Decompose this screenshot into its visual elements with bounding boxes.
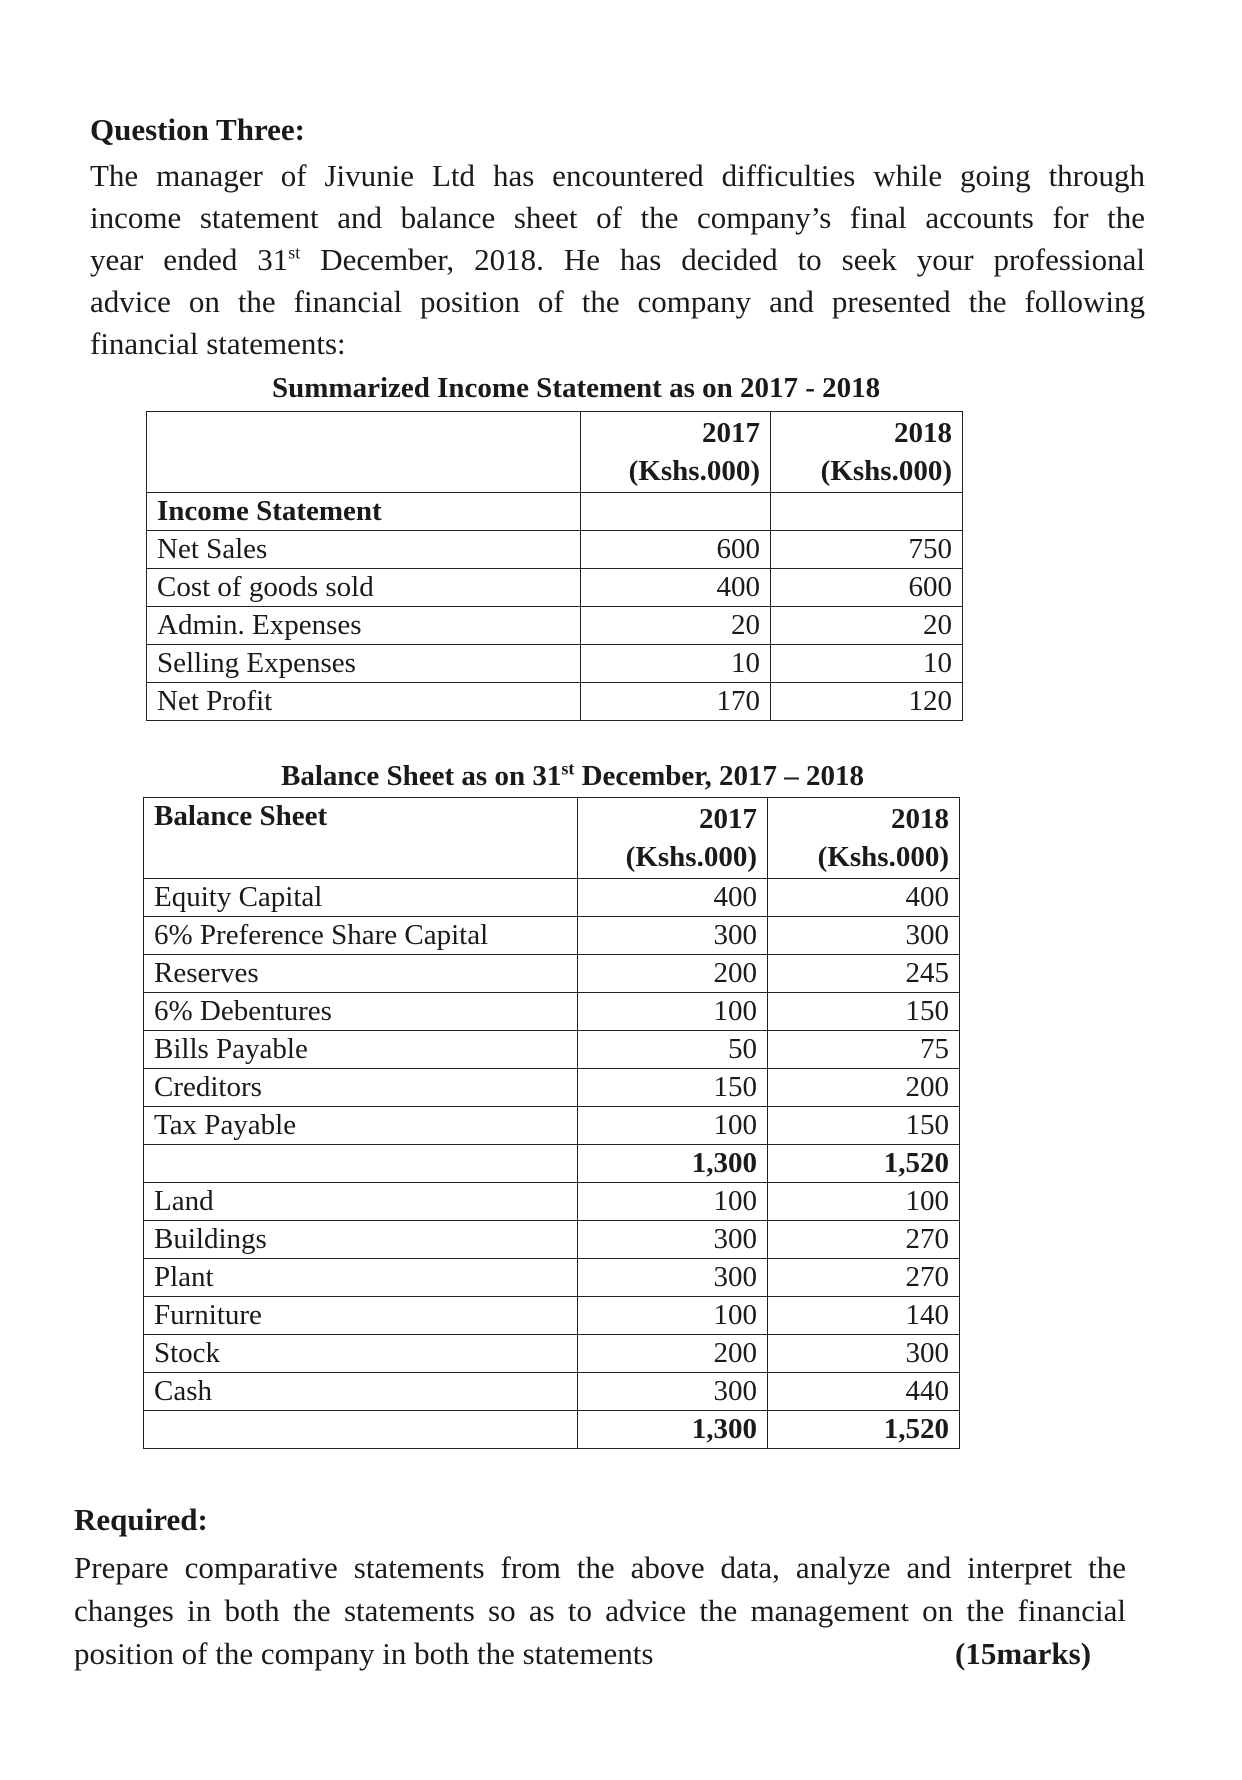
row-label: Cost of goods sold	[147, 569, 581, 607]
value-2018: 20	[771, 607, 963, 645]
header-unit: (Kshs.000)	[625, 841, 757, 873]
value-2017: 100	[578, 1297, 768, 1335]
row-label: Plant	[144, 1259, 578, 1297]
intro-line: The manager of Jivunie Ltd has encountered difficulties while going through	[90, 158, 1145, 193]
row-label: Buildings	[144, 1221, 578, 1259]
value-2018: 150	[768, 993, 960, 1031]
value-2017: 400	[581, 569, 771, 607]
table-row	[144, 993, 960, 1031]
row-label: 6% Debentures	[144, 993, 578, 1031]
balance-sheet-title-prefix: Balance Sheet as on 31	[281, 760, 562, 792]
table-row	[147, 645, 963, 683]
value-2018: 270	[768, 1259, 960, 1297]
total-row	[144, 1411, 960, 1449]
value-2018: 400	[768, 879, 960, 917]
header-year: 2018	[894, 417, 952, 449]
value-2017: 300	[578, 1259, 768, 1297]
value-2017: 400	[578, 879, 768, 917]
row-label: Stock	[144, 1335, 578, 1373]
empty-cell	[144, 1145, 578, 1183]
value-2017: 100	[578, 1107, 768, 1145]
total-row	[144, 1145, 960, 1183]
row-label: Cash	[144, 1373, 578, 1411]
table-row	[147, 607, 963, 645]
intro-line: advice on the financial position of the company and presented the following	[90, 284, 1145, 319]
question-intro	[90, 155, 1145, 365]
intro-line	[90, 239, 1145, 281]
row-label: Net Profit	[147, 683, 581, 721]
balance-sheet-title-sup: st	[561, 758, 575, 779]
value-2017: 100	[578, 1183, 768, 1221]
required-line: changes in both the statements so as to advice the management on the financial	[74, 1593, 1126, 1628]
income-statement-table	[146, 411, 963, 721]
row-label: Creditors	[144, 1069, 578, 1107]
table-row	[144, 1259, 960, 1297]
intro-line-sup: st	[288, 242, 301, 263]
balance-sheet-title	[281, 760, 864, 793]
header-unit: (Kshs.000)	[817, 841, 949, 873]
section-label: Balance Sheet	[144, 798, 578, 879]
value-2017: 200	[578, 955, 768, 993]
value-2017: 170	[581, 683, 771, 721]
row-label: 6% Preference Share Capital	[144, 917, 578, 955]
balance-sheet-title-suffix: December, 2017 – 2018	[574, 760, 865, 792]
value-2018: 75	[768, 1031, 960, 1069]
table-row	[144, 955, 960, 993]
required-heading: Required:	[74, 1502, 208, 1537]
income-statement-title: Summarized Income Statement as on 2017 - 2018	[272, 372, 881, 404]
header-2017	[578, 798, 768, 879]
value-2018: 270	[768, 1221, 960, 1259]
row-label: Reserves	[144, 955, 578, 993]
value-2017: 50	[578, 1031, 768, 1069]
header-2017	[581, 412, 771, 493]
table-row	[144, 1221, 960, 1259]
table-row	[147, 493, 963, 531]
total-2017: 1,300	[578, 1145, 768, 1183]
value-2018: 150	[768, 1107, 960, 1145]
marks-label: (15marks)	[955, 1636, 1092, 1671]
header-unit: (Kshs.000)	[820, 455, 952, 487]
row-label: Equity Capital	[144, 879, 578, 917]
empty-cell	[771, 493, 963, 531]
table-row	[144, 1183, 960, 1221]
row-label: Selling Expenses	[147, 645, 581, 683]
value-2017: 10	[581, 645, 771, 683]
table-row	[147, 683, 963, 721]
value-2018: 245	[768, 955, 960, 993]
value-2018: 600	[771, 569, 963, 607]
table-row	[144, 1031, 960, 1069]
value-2017: 20	[581, 607, 771, 645]
intro-line-prefix: year ended 31	[90, 242, 289, 277]
intro-line: income statement and balance sheet of the company’s final accounts for the	[90, 200, 1145, 235]
value-2018: 300	[768, 917, 960, 955]
value-2018: 440	[768, 1373, 960, 1411]
header-unit: (Kshs.000)	[628, 455, 760, 487]
table-row	[144, 1107, 960, 1145]
table-row	[144, 1297, 960, 1335]
value-2017: 100	[578, 993, 768, 1031]
value-2018: 120	[771, 683, 963, 721]
value-2017: 200	[578, 1335, 768, 1373]
value-2018: 100	[768, 1183, 960, 1221]
header-year: 2017	[699, 803, 757, 835]
table-row	[144, 1373, 960, 1411]
empty-cell	[581, 493, 771, 531]
required-line: Prepare comparative statements from the above data, analyze and interpret the	[74, 1550, 1126, 1585]
row-label: Bills Payable	[144, 1031, 578, 1069]
header-2018	[771, 412, 963, 493]
value-2018: 200	[768, 1069, 960, 1107]
value-2018: 750	[771, 531, 963, 569]
table-header-row	[147, 412, 963, 493]
row-label: Furniture	[144, 1297, 578, 1335]
row-label: Tax Payable	[144, 1107, 578, 1145]
value-2017: 300	[578, 1373, 768, 1411]
value-2018: 300	[768, 1335, 960, 1373]
value-2018: 140	[768, 1297, 960, 1335]
header-year: 2017	[702, 417, 760, 449]
table-header-row	[144, 798, 960, 879]
value-2017: 150	[578, 1069, 768, 1107]
table-row	[144, 879, 960, 917]
value-2018: 10	[771, 645, 963, 683]
row-label: Land	[144, 1183, 578, 1221]
value-2017: 600	[581, 531, 771, 569]
intro-line-rest: December, 2018. He has decided to seek your professional	[320, 242, 1145, 277]
section-label: Income Statement	[147, 493, 581, 531]
total-2017: 1,300	[578, 1411, 768, 1449]
balance-sheet-table	[143, 797, 960, 1449]
intro-line: financial statements:	[90, 326, 346, 361]
empty-cell	[144, 1411, 578, 1449]
table-row	[144, 1069, 960, 1107]
table-row	[147, 531, 963, 569]
total-2018: 1,520	[768, 1145, 960, 1183]
required-line: position of the company in both the statements	[74, 1636, 654, 1671]
table-row	[144, 1335, 960, 1373]
question-heading: Question Three:	[90, 112, 306, 147]
row-label: Net Sales	[147, 531, 581, 569]
header-empty-cell	[147, 412, 581, 493]
row-label: Admin. Expenses	[147, 607, 581, 645]
header-year: 2018	[891, 803, 949, 835]
table-row	[147, 569, 963, 607]
total-2018: 1,520	[768, 1411, 960, 1449]
value-2017: 300	[578, 1221, 768, 1259]
table-row	[144, 917, 960, 955]
value-2017: 300	[578, 917, 768, 955]
header-2018	[768, 798, 960, 879]
